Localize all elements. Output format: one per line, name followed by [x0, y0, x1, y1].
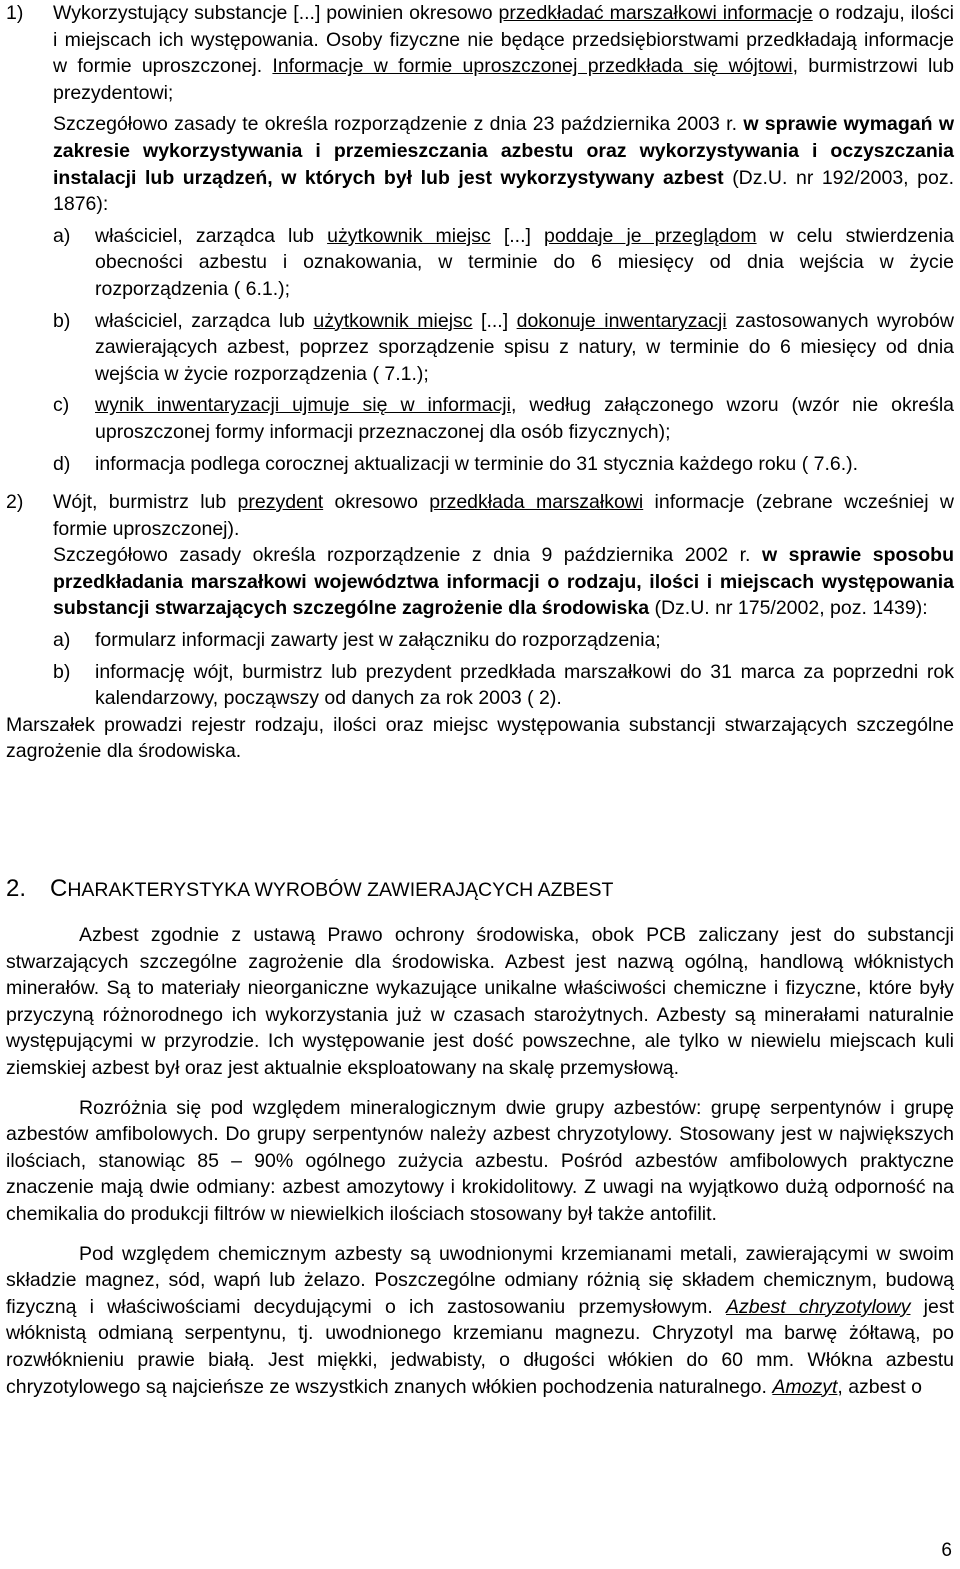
section-heading: [6, 874, 954, 905]
list-item-number: 2): [6, 491, 24, 514]
document-page: [6, 0, 954, 765]
section-number: 2.: [6, 875, 27, 902]
regulation-reference: Szczegółowo zasady te określa rozporządzenie z dnia 23 października 2003 r. w sprawie wymagań w zakresie wykorzystywania i przemieszczania azbestu oraz wykorzystywania i oczyszczania instalacji lub urządzeń, w których był lub jest wykorzystywany azbest (Dz.U. nr 192/2003, poz. 1876):: [53, 113, 954, 216]
list-item-number: 1): [6, 2, 24, 24]
list-item-lead: Wójt, burmistrz lub prezydent okresowo przedkłada marszałkowi informacje (zebrane wcześniej w formie uproszczonej).: [53, 491, 954, 540]
paragraph-1: Azbest zgodnie z ustawą Prawo ochrony środowiska, obok PCB zaliczany jest do substancji stwarzających szczególne zagrożenie dla środowiska. Azbest jest nazwą ogólną, handlową włóknistych minerałów. Są to materiały nieorganiczne wykazujące unikalne właściwości chemiczne i fizyczne, które były przyczyną różnorodnego ich wykorzystania już w czasach starożytnych. Azbesty są minerałami naturalnie występującymi w przyrodzie. Ich występowanie jest dość powszechne, ale tylko w niewielu miejscach kuli ziemskiej azbest był oraz jest aktualnie eksploatowany na skalę przemysłową.: [6, 924, 954, 1079]
sub-item-c: c) wynik inwentaryzacji ujmuje się w informacji, według załączonego wzoru (wzór nie określa uproszczonej formy informacji przeznaczonej dla osób fizycznych);: [53, 394, 954, 443]
sub-item-b: b) informację wójt, burmistrz lub prezydent przedkłada marszałkowi do 31 marca za poprzedni rok kalendarzowy, począwszy od danych za rok 2003 ( 2).: [53, 660, 954, 710]
regulation-reference: Szczegółowo zasady określa rozporządzenie z dnia 9 października 2002 r. w sprawie sposobu przedkładania marszałkowi województwa informacji o rodzaju, ilości i miejscach występowania substancji stwarzających szczególne zagrożenie dla środowiska (Dz.U. nr 175/2002, poz. 1439):: [53, 544, 954, 620]
paragraph-3: Pod względem chemicznym azbesty są uwodnionymi krzemianami metali, zawierającymi w swoim składzie magnez, sód, wapń lub żelazo. Poszczególne odmiany różnią się składem chemicznym, budową fizyczną i właściwościami decydującymi o ich zastosowaniu przemysłowym. Azbest chryzotylowy jest włóknistą odmianą serpentynu, tj. uwodnionego krzemianu magnezu. Chryzotyl ma barwę żółtawą, po rozwłóknieniu prawie białą. Jest miękki, jedwabisty, o długości włókien do 60 mm. Włókna azbestu chryzotylowego są najcieńsze ze wszystkich znanych włókien pochodzenia naturalnego. Amozyt, azbest o: [6, 1242, 954, 1398]
closing-paragraph: Marszałek prowadzi rejestr rodzaju, ilości oraz miejsc występowania substancji stwarzających szczególne zagrożenie dla środowiska.: [6, 713, 954, 763]
page-number: 6: [941, 1540, 952, 1562]
list-item-2: [6, 489, 954, 712]
section-title: HARAKTERYSTYKA WYROBÓW ZAWIERAJĄCYCH AZBEST: [67, 879, 614, 901]
paragraph-2: Rozróżnia się pod względem mineralogicznym dwie grupy azbestów: grupę serpentynów i grupę azbestów amfibolowych. Do grupy serpentynów należy azbest chryzotylowy. Stosowany jest w największych ilościach, stanowiąc 85 – 90% ogólnego zużycia azbestu. Pośród azbestów amfibolowych praktyczne znaczenie mają dwie odmiany: azbest amozytowy i krokidolitowy. Z uwagi na wyjątkowo dużą odporność na chemikalia do produkcji filtrów w niewielkich ilościach stosowany był także antofilit.: [6, 1096, 954, 1225]
sub-item-b: b) właściciel, zarządca lub użytkownik miejsc [...] dokonuje inwentaryzacji zastosowanych wyrobów zawierających azbest, poprzez sporządzenie spisu z natury, w terminie do 6 miesięcy od dnia wejścia w życie rozporządzenia ( 7.1.);: [53, 309, 954, 385]
section-title-initial: C: [50, 875, 68, 902]
sub-item-d: d) informacja podlega corocznej aktualizacji w terminie do 31 stycznia każdego roku ( 7.6.).: [53, 452, 859, 475]
list-item-1: [6, 0, 954, 477]
sub-item-a: a) właściciel, zarządca lub użytkownik miejsc [...] poddaje je przeglądom w celu stwierdzenia obecności azbestu i oznakowania, w terminie do 6 miesięcy od dnia wejścia w życie rozporządzenia ( 6.1.);: [53, 224, 954, 300]
sub-item-a: a) formularz informacji zawarty jest w załączniku do rozporządzenia;: [53, 629, 661, 652]
section-2-body: [6, 922, 954, 1400]
list-item-lead: Wykorzystujący substancje [...] powinien okresowo przedkładać marszałkowi informacje o rodzaju, ilości i miejscach ich występowania. Osoby fizyczne nie będące przedsiębiorstwami przedkładają informacje w formie uproszczonej. Informacje w formie uproszczonej przedkłada się wójtowi, burmistrzowi lub prezydentowi;: [53, 2, 954, 104]
